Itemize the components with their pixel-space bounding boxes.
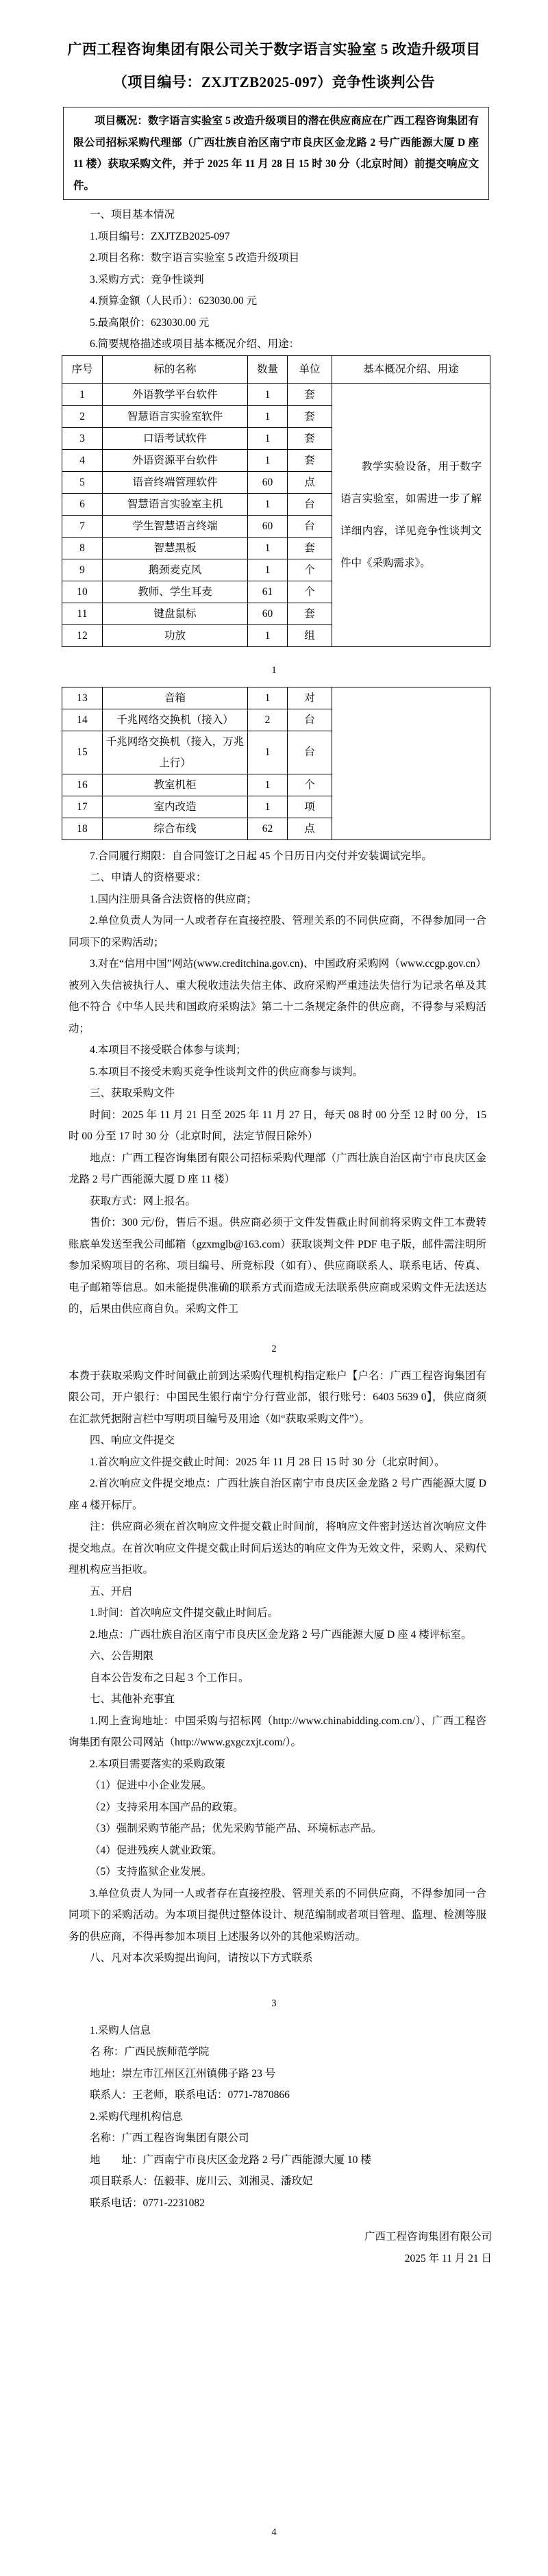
table-cell: 1 bbox=[248, 405, 288, 427]
paragraph: 7.合同履行期限：自合同签订之日起 45 个日历日内交付并安装调试完毕。 bbox=[90, 850, 432, 862]
column-header: 数量 bbox=[248, 355, 288, 383]
table-cell: 7 bbox=[62, 515, 103, 537]
table-cell: 综合布线 bbox=[103, 818, 248, 839]
paragraph: 联系电话：0771-2231082 bbox=[90, 2197, 205, 2209]
table-cell: 室内改造 bbox=[103, 796, 248, 818]
table-cell: 1 bbox=[248, 796, 288, 818]
paragraph: 八、凡对本次采购提出询问，请按以下方式联系 bbox=[90, 1952, 313, 1964]
paragraph: （2）支持采用本国产品的政策。 bbox=[90, 1801, 244, 1813]
table-cell: 台 bbox=[288, 731, 332, 774]
signature-date: 2025 年 11 月 21 日 bbox=[404, 2252, 492, 2264]
table-cell: 个 bbox=[288, 774, 332, 796]
paragraph: 七、其他补充事宜 bbox=[90, 1693, 175, 1705]
paragraph: 2.采购代理机构信息 bbox=[90, 2110, 183, 2123]
paragraph: 联系人：王老师，联系电话：0771-7870866 bbox=[90, 2089, 290, 2101]
table-cell: 1 bbox=[248, 493, 288, 515]
document-title-line1: 广西工程咨询集团有限公司关于数字语言实验室 5 改造升级项目 bbox=[67, 41, 481, 58]
paragraph: 3.对在“信用中国”网站(www.creditchina.gov.cn)、中国政府采购网（www.ccgp.gov.cn）被列入失信被执行人、重大税收违法失信主体、政府采购严重违法失信行为记录名单及其他不符合《中华人民共和国政府采购法》第二十二条规定条件的供应商，不得参与采购活动； bbox=[68, 958, 486, 1035]
table-cell: 音箱 bbox=[103, 687, 248, 709]
table-cell: 套 bbox=[288, 405, 332, 427]
table-cell: 62 bbox=[248, 818, 288, 839]
document-title bbox=[0, 0, 548, 99]
table-cell: 1 bbox=[248, 383, 288, 405]
paragraph: 一、项目基本情况 bbox=[90, 209, 175, 220]
paragraph: 名称：广西工程咨询集团有限公司 bbox=[90, 2132, 249, 2144]
table-note-cell bbox=[332, 687, 490, 839]
table-cell: 1 bbox=[248, 427, 288, 449]
table-cell: 智慧语言实验室主机 bbox=[103, 493, 248, 515]
page-number: 2 bbox=[271, 1343, 277, 1354]
section-requirements-and-document bbox=[68, 846, 486, 1320]
table-cell: 4 bbox=[62, 449, 103, 471]
paragraph: 地点：广西工程咨询集团有限公司招标采购代理部（广西壮族自治区南宁市良庆区金龙路 2 号广西能源大厦 D 座 11 楼） bbox=[68, 1152, 486, 1185]
paragraph: 售价：300 元/份，售后不退。供应商必须于文件发售截止时间前将采购文件工本费转账底单发送至我公司邮箱（gzxmglb@163.com）获取谈判文件 PDF 电子版，邮件需注明所参加采购项目的名称、项目编号、所竞标段（如有）、供应商联系人、联系电话、传真、电子邮箱等信息。如未能提供准确的联系方式而造成无法联系供应商或采购文件无法送达的，后果由供应商自负。采购文件工 bbox=[68, 1217, 486, 1315]
table-cell: 套 bbox=[288, 449, 332, 471]
page-number: 3 bbox=[271, 1997, 277, 2009]
paragraph: 五、开启 bbox=[90, 1585, 133, 1598]
table-cell: 11 bbox=[62, 603, 103, 624]
document-title-line2: （项目编号：ZXJTZB2025-097）竞争性谈判公告 bbox=[112, 74, 436, 90]
table-cell: 套 bbox=[288, 383, 332, 405]
table-cell: 外语资源平台软件 bbox=[103, 449, 248, 471]
table-cell: 智慧语言实验室软件 bbox=[103, 405, 248, 427]
table-cell: 9 bbox=[62, 559, 103, 581]
table-cell: 套 bbox=[288, 603, 332, 624]
paragraph: 2.首次响应文件提交地点：广西壮族自治区南宁市良庆区金龙路 2 号广西能源大厦 D 座 4 楼开标厅。 bbox=[68, 1478, 486, 1511]
section-project-basic-info bbox=[68, 204, 486, 355]
table-cell: 1 bbox=[248, 624, 288, 646]
page-number: 1 bbox=[271, 664, 277, 676]
table-cell: 14 bbox=[62, 709, 103, 731]
column-header: 序号 bbox=[62, 355, 103, 383]
paragraph: 获取方式：网上报名。 bbox=[90, 1195, 197, 1207]
table-cell: 外语教学平台软件 bbox=[103, 383, 248, 405]
signature-block bbox=[0, 2226, 548, 2269]
table-cell: 1 bbox=[248, 731, 288, 774]
paragraph: 5.最高限价：623030.00 元 bbox=[90, 316, 210, 329]
paragraph: 名 称：广西民族师范学院 bbox=[90, 2046, 210, 2058]
table-cell: 8 bbox=[62, 537, 103, 559]
paragraph: （3）强制采购节能产品；优先采购节能产品、环境标志产品。 bbox=[90, 1823, 382, 1834]
column-header: 基本概况介绍、用途 bbox=[332, 355, 490, 383]
table-cell: 套 bbox=[288, 427, 332, 449]
table-cell: 项 bbox=[288, 796, 332, 818]
table-cell: 1 bbox=[248, 449, 288, 471]
table-cell: 60 bbox=[248, 603, 288, 624]
table-cell: 60 bbox=[248, 471, 288, 493]
items-table-page1 bbox=[62, 355, 490, 647]
paragraph: （5）支持监狱企业发展。 bbox=[90, 1866, 212, 1878]
table-cell: 1 bbox=[248, 774, 288, 796]
table-cell: 智慧黑板 bbox=[103, 537, 248, 559]
paragraph: 二、申请人的资格要求： bbox=[90, 872, 207, 883]
paragraph: 6.简要规格描述或项目基本概况介绍、用途： bbox=[90, 338, 300, 350]
table-cell: 5 bbox=[62, 471, 103, 493]
paragraph: （4）促进残疾人就业政策。 bbox=[90, 1844, 223, 1856]
table-cell: 个 bbox=[288, 581, 332, 603]
column-header: 单位 bbox=[288, 355, 332, 383]
project-overview-box bbox=[63, 107, 489, 200]
table-cell: 学生智慧语言终端 bbox=[103, 515, 248, 537]
project-overview-text: 项目概况：数字语言实验室 5 改造升级项目的潜在供应商应在广西工程咨询集团有限公司招标采购代理部（广西壮族自治区南宁市良庆区金龙路 2 号广西能源大厦 D 座 11 楼）获取采购文件，并于 2025 年 11 月 28 日 15 时 30 分（北京时间）前提交响应文件。 bbox=[73, 115, 479, 192]
section-submission-and-policies bbox=[68, 1365, 486, 1969]
paragraph: （1）促进中小企业发展。 bbox=[90, 1780, 212, 1791]
table-cell: 千兆网络交换机（接入，万兆上行） bbox=[103, 731, 248, 774]
paragraph: 3.采购方式：竞争性谈判 bbox=[90, 273, 204, 286]
table-row bbox=[62, 687, 490, 709]
paragraph: 本费于获取采购文件时间截止前到达采购代理机构指定账户【户名：广西工程咨询集团有限公司，开户银行：中国民生银行南宁分行营业部，银行账号：6403 5639 0】，供应商须在汇款凭据附言栏中写明项目编号及用途（如“获取采购文件”）。 bbox=[68, 1369, 486, 1425]
table-cell: 台 bbox=[288, 709, 332, 731]
table-cell: 1 bbox=[62, 383, 103, 405]
paragraph: 地 址：广西南宁市良庆区金龙路 2 号广西能源大厦 10 楼 bbox=[90, 2154, 371, 2166]
table-cell: 18 bbox=[62, 818, 103, 839]
table-cell: 10 bbox=[62, 581, 103, 603]
table-cell: 点 bbox=[288, 818, 332, 839]
paragraph: 2.地点：广西壮族自治区南宁市良庆区金龙路 2 号广西能源大厦 D 座 4 楼评标室。 bbox=[90, 1628, 472, 1641]
table-cell: 3 bbox=[62, 427, 103, 449]
table-cell: 12 bbox=[62, 624, 103, 646]
table-cell: 组 bbox=[288, 624, 332, 646]
column-header: 标的名称 bbox=[103, 355, 248, 383]
table-cell: 键盘鼠标 bbox=[103, 603, 248, 624]
paragraph: 三、获取采购文件 bbox=[90, 1087, 175, 1099]
table-note-cell: 教学实验设备，用于数字语言实验室，如需进一步了解详细内容，详见竞争性谈判文件中《采购需求》。 bbox=[332, 383, 490, 646]
items-table-page2 bbox=[62, 687, 490, 840]
paragraph: 四、响应文件提交 bbox=[90, 1435, 175, 1446]
paragraph: 项目联系人：伍毅菲、庞川云、刘湘灵、潘玫妃 bbox=[90, 2175, 313, 2187]
paragraph: 时间：2025 年 11 月 21 日至 2025 年 11 月 27 日，每天 08 时 00 分至 12 时 00 分，15 时 00 分至 17 时 30 分（北京时间，法定节假日除外） bbox=[68, 1109, 486, 1142]
paragraph: 1.时间：首次响应文件提交截止时间后。 bbox=[90, 1607, 279, 1619]
paragraph: 地址：崇左市江州区江州镇佛子路 23 号 bbox=[90, 2067, 276, 2080]
table-cell: 功放 bbox=[103, 624, 248, 646]
paragraph: 2.本项目需要落实的采购政策 bbox=[90, 1758, 225, 1770]
paragraph: 4.本项目不接受联合体参与谈判； bbox=[90, 1044, 247, 1056]
table-cell: 2 bbox=[248, 709, 288, 731]
table-cell: 个 bbox=[288, 559, 332, 581]
table-cell: 1 bbox=[248, 537, 288, 559]
table-cell: 千兆网络交换机（接入） bbox=[103, 709, 248, 731]
table-cell: 对 bbox=[288, 687, 332, 709]
table-cell: 口语考试软件 bbox=[103, 427, 248, 449]
paragraph: 3.单位负责人为同一人或者存在直接控股、管理关系的不同供应商，不得参加同一合同项下的采购活动。为本项目提供过整体设计、规范编制或者项目管理、监理、检测等服务的供应商，不得再参加本项目上述服务以外的其他采购活动。 bbox=[68, 1887, 486, 1943]
table-cell: 1 bbox=[248, 687, 288, 709]
paragraph: 六、公告期限 bbox=[90, 1650, 154, 1662]
table-cell: 教师、学生耳麦 bbox=[103, 581, 248, 603]
paragraph: 1.首次响应文件提交截止时间：2025 年 11 月 28 日 15 时 30 分（北京时间）。 bbox=[90, 1456, 445, 1468]
paragraph: 1.网上查询地址：中国采购与招标网（http://www.chinabidding.com.cn/）、广西工程咨询集团有限公司网站（http://www.gxgczxjt.com/）。 bbox=[68, 1715, 486, 1748]
table-cell: 1 bbox=[248, 559, 288, 581]
paragraph: 注：供应商必须在首次响应文件提交截止时间前，将响应文件密封送达首次响应文件提交地点。在首次响应文件提交截止时间后送达的响应文件为无效文件，采购人、采购代理机构应当拒收。 bbox=[68, 1521, 486, 1576]
table-cell: 61 bbox=[248, 581, 288, 603]
table-cell: 教室机柜 bbox=[103, 774, 248, 796]
table-cell: 台 bbox=[288, 515, 332, 537]
paragraph: 1.采购人信息 bbox=[90, 2024, 151, 2036]
paragraph: 2.项目名称：数字语言实验室 5 改造升级项目 bbox=[90, 252, 300, 264]
table-cell: 17 bbox=[62, 796, 103, 818]
table-cell: 2 bbox=[62, 405, 103, 427]
table-row bbox=[62, 383, 490, 405]
section-contact-info bbox=[68, 2020, 486, 2214]
paragraph: 1.项目编号：ZXJTZB2025-097 bbox=[90, 230, 230, 242]
table-cell: 点 bbox=[288, 471, 332, 493]
paragraph: 自本公告发布之日起 3 个工作日。 bbox=[90, 1671, 249, 1684]
table-cell: 16 bbox=[62, 774, 103, 796]
table-cell: 语音终端管理软件 bbox=[103, 471, 248, 493]
paragraph: 4.预算金额（人民币）：623030.00 元 bbox=[90, 295, 258, 307]
page-number: 4 bbox=[271, 2527, 277, 2538]
signature-company: 广西工程咨询集团有限公司 bbox=[364, 2231, 492, 2243]
paragraph: 1.国内注册具备合法资格的供应商； bbox=[90, 893, 258, 905]
paragraph: 5.本项目不接受未购买竞争性谈判文件的供应商参与谈判。 bbox=[90, 1065, 364, 1078]
table-cell: 套 bbox=[288, 537, 332, 559]
paragraph: 2.单位负责人为同一人或者存在直接控股、管理关系的不同供应商，不得参加同一合同项下的采购活动； bbox=[68, 915, 486, 948]
table-cell: 台 bbox=[288, 493, 332, 515]
table-cell: 13 bbox=[62, 687, 103, 709]
table-cell: 6 bbox=[62, 493, 103, 515]
table-cell: 鹅颈麦克风 bbox=[103, 559, 248, 581]
table-cell: 15 bbox=[62, 731, 103, 774]
table-cell: 60 bbox=[248, 515, 288, 537]
